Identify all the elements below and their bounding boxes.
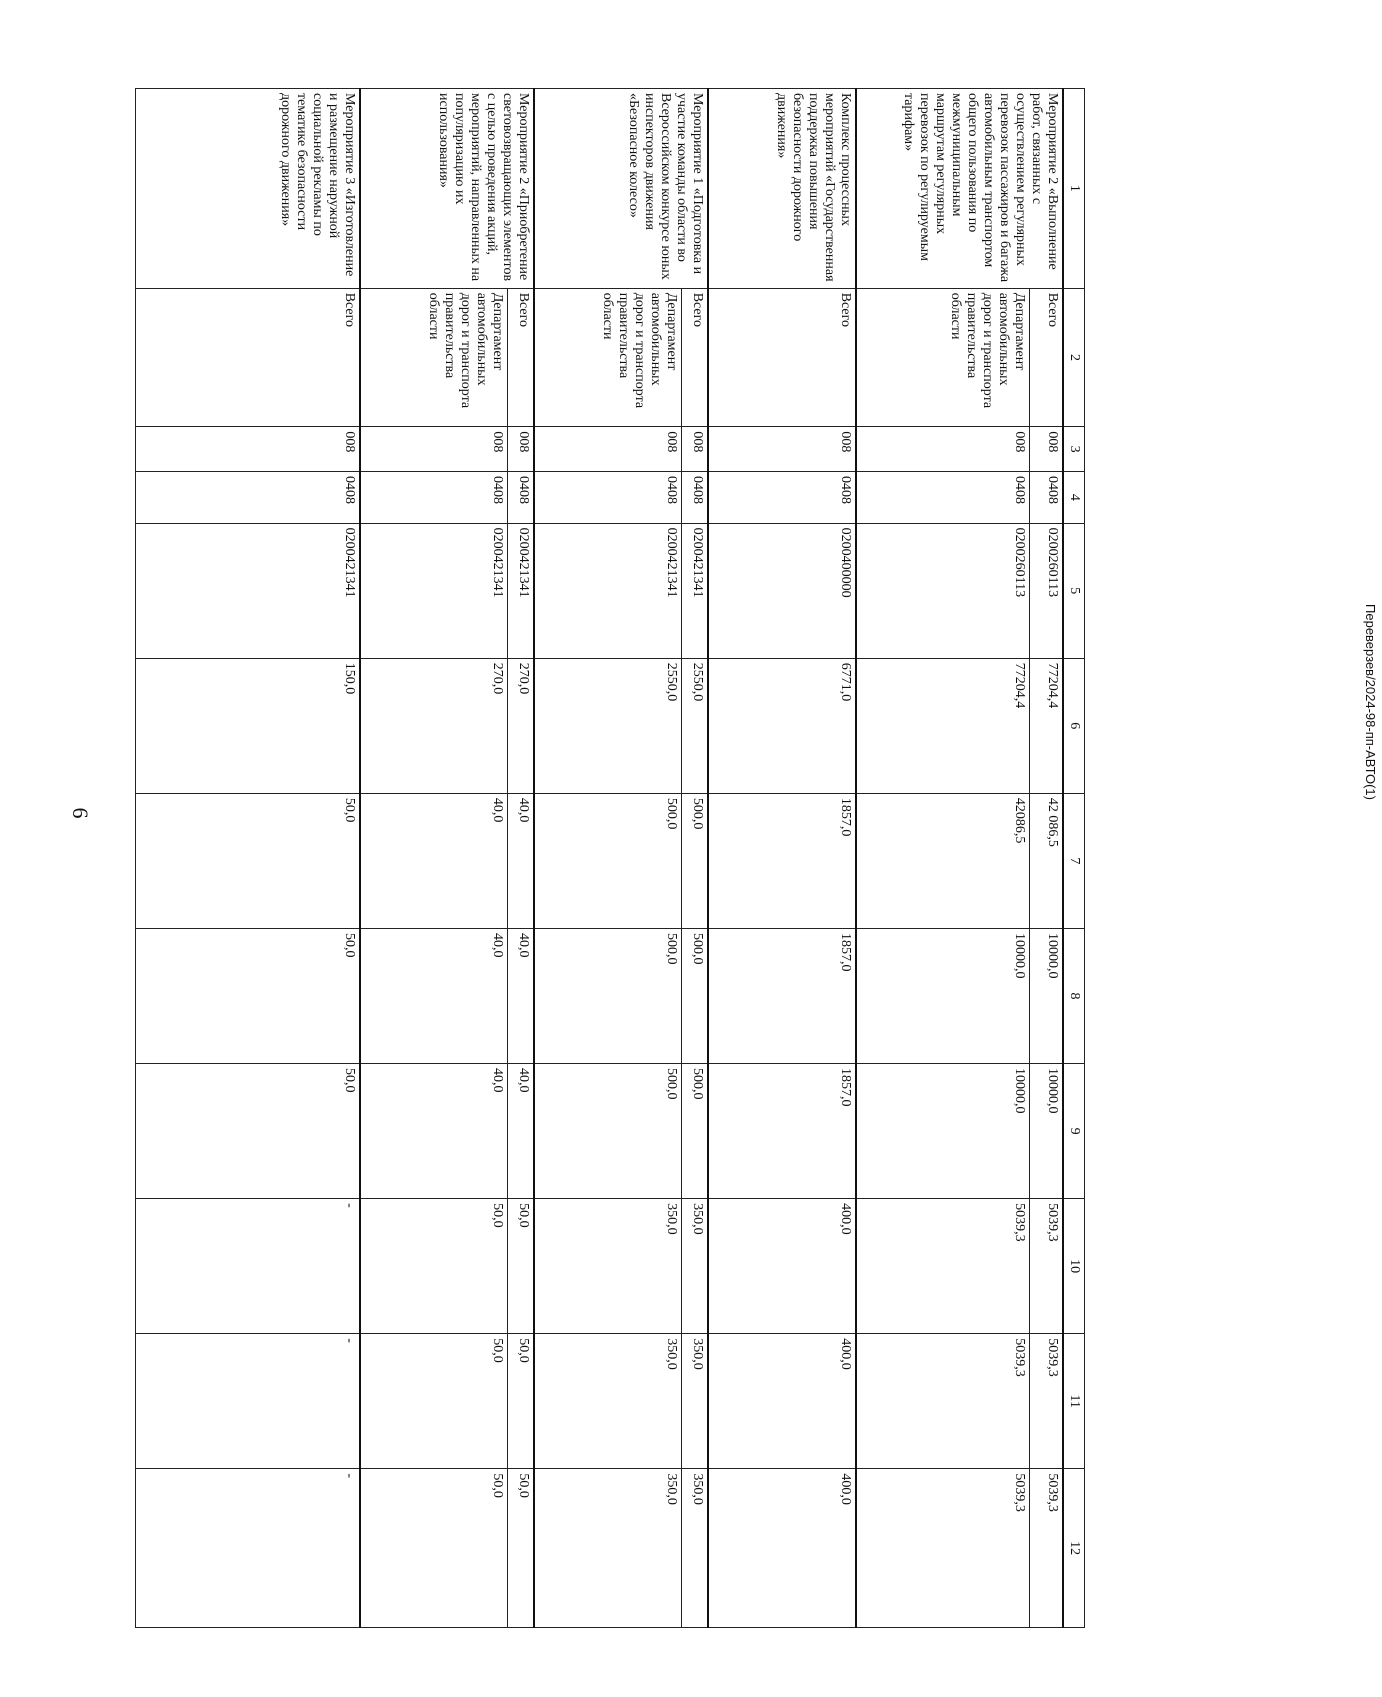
cell-c6: 2550,0 — [534, 658, 681, 793]
cell-c12: - — [136, 1469, 361, 1628]
cell-c3: 008 — [534, 427, 681, 472]
cell-c9: 10000,0 — [856, 1064, 1029, 1199]
event-name-cell: Комплекс процессных мероприятий «Государственная поддержка повышения безопасности дорожного движения» — [709, 89, 856, 289]
column-number: 1 — [1063, 89, 1085, 289]
cell-c6: 2550,0 — [682, 658, 709, 793]
cell-c9: 1857,0 — [709, 1064, 856, 1199]
cell-c8: 40,0 — [508, 928, 535, 1063]
column-number: 3 — [1063, 427, 1085, 472]
cell-c10: 50,0 — [508, 1199, 535, 1334]
cell-c7: 42 086,5 — [1029, 793, 1063, 928]
cell-c5: 0200400000 — [709, 523, 856, 658]
cell-c7: 1857,0 — [709, 793, 856, 928]
cell-c10: - — [136, 1199, 361, 1334]
cell-c2: Всего — [508, 288, 535, 427]
cell-c2: Департамент автомобильных дорог и транспорта правительства области — [856, 288, 1029, 427]
cell-c3: 008 — [682, 427, 709, 472]
cell-c7: 500,0 — [682, 793, 709, 928]
table-row — [682, 89, 709, 1628]
cell-c2: Департамент автомобильных дорог и транспорта правительства области — [360, 288, 507, 427]
cell-c2: Всего — [1029, 288, 1063, 427]
rotated-table-wrapper — [135, 88, 1085, 1628]
event-name-cell: Мероприятие 2 «Приобретение световозвращающих элементов с целью проведения акций, мероприятий, направленных на популяризацию их использования» — [360, 89, 534, 289]
cell-c5: 0200421341 — [508, 523, 535, 658]
page-number: 6 — [68, 807, 93, 819]
cell-c4: 0408 — [856, 471, 1029, 523]
cell-c10: 50,0 — [360, 1199, 507, 1334]
column-number: 9 — [1063, 1064, 1085, 1199]
cell-c4: 0408 — [709, 471, 856, 523]
table-row — [856, 89, 1029, 1628]
cell-c11: 5039,3 — [856, 1334, 1029, 1469]
cell-c12: 350,0 — [534, 1469, 681, 1628]
cell-c2: Всего — [136, 288, 361, 427]
column-number: 11 — [1063, 1334, 1085, 1469]
cell-c11: 50,0 — [508, 1334, 535, 1469]
cell-c5: 0200260113 — [856, 523, 1029, 658]
table-row — [360, 89, 507, 1628]
table-body — [136, 89, 1064, 1628]
table-row — [709, 89, 856, 1628]
cell-c9: 40,0 — [360, 1064, 507, 1199]
cell-c11: 5039,3 — [1029, 1334, 1063, 1469]
cell-c8: 1857,0 — [709, 928, 856, 1063]
cell-c9: 10000,0 — [1029, 1064, 1063, 1199]
cell-c9: 50,0 — [136, 1064, 361, 1199]
cell-c6: 6771,0 — [709, 658, 856, 793]
cell-c11: 50,0 — [360, 1334, 507, 1469]
column-number: 5 — [1063, 523, 1085, 658]
column-number: 6 — [1063, 658, 1085, 793]
table-row — [1029, 89, 1063, 1628]
column-number: 4 — [1063, 471, 1085, 523]
cell-c3: 008 — [136, 427, 361, 472]
cell-c8: 500,0 — [534, 928, 681, 1063]
cell-c6: 77204,4 — [856, 658, 1029, 793]
cell-c4: 0408 — [360, 471, 507, 523]
cell-c6: 270,0 — [360, 658, 507, 793]
cell-c5: 0200421341 — [360, 523, 507, 658]
cell-c11: 350,0 — [534, 1334, 681, 1469]
cell-c3: 008 — [709, 427, 856, 472]
cell-c2: Всего — [709, 288, 856, 427]
cell-c4: 0408 — [136, 471, 361, 523]
cell-c6: 270,0 — [508, 658, 535, 793]
cell-c9: 500,0 — [682, 1064, 709, 1199]
cell-c5: 0200421341 — [682, 523, 709, 658]
cell-c8: 50,0 — [136, 928, 361, 1063]
cell-c8: 40,0 — [360, 928, 507, 1063]
cell-c3: 008 — [360, 427, 507, 472]
cell-c10: 350,0 — [534, 1199, 681, 1334]
event-name-cell: Мероприятие 2 «Выполнение работ, связанных с осуществлением регулярных перевозок пассажиров и багажа автомобильным транспортом общего пользования по межмуниципальным маршрутам регулярных перевозок по регулируемым тарифам» — [856, 89, 1063, 289]
column-number: 10 — [1063, 1199, 1085, 1334]
cell-c5: 0200421341 — [136, 523, 361, 658]
cell-c12: 5039,3 — [1029, 1469, 1063, 1628]
event-name-cell: Мероприятие 3 «Изготовление и размещение наружной социальной рекламы по тематике безопасности дорожного движения» — [136, 89, 361, 289]
cell-c9: 40,0 — [508, 1064, 535, 1199]
cell-c3: 008 — [1029, 427, 1063, 472]
column-number: 12 — [1063, 1469, 1085, 1628]
cell-c7: 40,0 — [508, 793, 535, 928]
cell-c7: 40,0 — [360, 793, 507, 928]
cell-c5: 0200421341 — [534, 523, 681, 658]
cell-c4: 0408 — [534, 471, 681, 523]
cell-c7: 500,0 — [534, 793, 681, 928]
cell-c4: 0408 — [682, 471, 709, 523]
table-row — [136, 89, 361, 1628]
event-name-cell: Мероприятие 1 «Подготовка и участие команды области во Всероссийском конкурсе юных инспекторов движения «Безопасное колесо» — [534, 89, 708, 289]
cell-c10: 5039,3 — [1029, 1199, 1063, 1334]
cell-c8: 10000,0 — [856, 928, 1029, 1063]
column-number-row — [1063, 89, 1085, 1628]
cell-c4: 0408 — [508, 471, 535, 523]
column-number: 2 — [1063, 288, 1085, 427]
cell-c11: 350,0 — [682, 1334, 709, 1469]
cell-c2: Департамент автомобильных дорог и транспорта правительства области — [534, 288, 681, 427]
table-row — [508, 89, 535, 1628]
cell-c4: 0408 — [1029, 471, 1063, 523]
cell-c10: 5039,3 — [856, 1199, 1029, 1334]
cell-c10: 350,0 — [682, 1199, 709, 1334]
cell-c3: 008 — [508, 427, 535, 472]
cell-c3: 008 — [856, 427, 1029, 472]
cell-c6: 150,0 — [136, 658, 361, 793]
cell-c7: 42086,5 — [856, 793, 1029, 928]
column-number: 8 — [1063, 928, 1085, 1063]
cell-c8: 500,0 — [682, 928, 709, 1063]
cell-c10: 400,0 — [709, 1199, 856, 1334]
cell-c11: - — [136, 1334, 361, 1469]
cell-c8: 10000,0 — [1029, 928, 1063, 1063]
cell-c9: 500,0 — [534, 1064, 681, 1199]
cell-c12: 50,0 — [360, 1469, 507, 1628]
column-number: 7 — [1063, 793, 1085, 928]
cell-c2: Всего — [682, 288, 709, 427]
cell-c12: 400,0 — [709, 1469, 856, 1628]
cell-c7: 50,0 — [136, 793, 361, 928]
cell-c12: 5039,3 — [856, 1469, 1029, 1628]
cell-c11: 400,0 — [709, 1334, 856, 1469]
cell-c12: 50,0 — [508, 1469, 535, 1628]
cell-c12: 350,0 — [682, 1469, 709, 1628]
cell-c6: 77204,4 — [1029, 658, 1063, 793]
cell-c5: 0200260113 — [1029, 523, 1063, 658]
budget-table — [135, 88, 1085, 1628]
table-row — [534, 89, 681, 1628]
document-code: Переверзев/2024-98-пп-АВТО(1) — [1363, 604, 1378, 800]
